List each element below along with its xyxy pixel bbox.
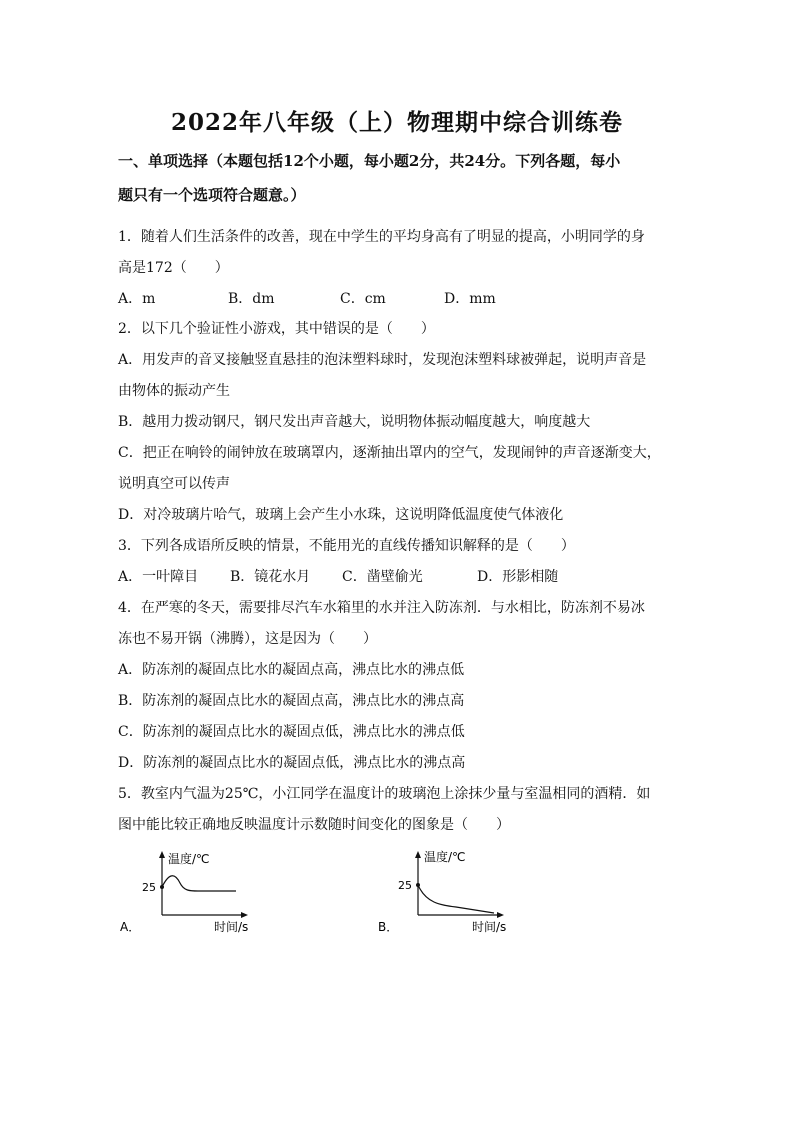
question-4-option-a: A．防冻剂的凝固点比水的凝固点高，沸点比水的沸点低 xyxy=(118,662,465,678)
option-b: B．镜花水月 xyxy=(230,569,311,585)
start-point xyxy=(416,883,420,887)
graph-a-svg xyxy=(118,845,258,940)
section-heading-line-2: 题只有一个选项符合题意。） xyxy=(118,186,306,204)
question-3-options xyxy=(118,566,558,586)
y-axis-arrow xyxy=(159,851,165,858)
question-1-line-2: 高是172（ ） xyxy=(118,260,229,276)
question-2-option-a-line-1: A．用发声的音叉接触竖直悬挂的泡沫塑料球时，发现泡沫塑料球被弹起，说明声音是 xyxy=(118,352,647,368)
question-5-line-2: 图中能比较正确地反映温度计示数随时间变化的图象是（ ） xyxy=(118,817,510,833)
option-c: C．cm xyxy=(340,291,386,307)
option-d: D．mm xyxy=(444,291,496,307)
graph-b-svg xyxy=(376,845,516,940)
question-2-line-1: 2．以下几个验证性小游戏，其中错误的是（ ） xyxy=(118,321,435,337)
x-axis-label: 时间/s xyxy=(472,920,507,934)
x-axis-label: 时间/s xyxy=(214,920,249,934)
start-point xyxy=(160,885,164,889)
y-axis-label: 温度/℃ xyxy=(168,852,210,866)
question-2-option-c-line-2: 说明真空可以传声 xyxy=(118,476,230,492)
option-b: B．dm xyxy=(228,291,275,307)
option-c: C．凿壁偷光 xyxy=(342,569,423,585)
x-axis-arrow xyxy=(497,912,504,918)
question-2-option-b: B．越用力拨动钢尺，钢尺发出声音越大，说明物体振动幅度越大，响度越大 xyxy=(118,414,591,430)
temperature-curve xyxy=(418,885,494,913)
option-a: A．m xyxy=(118,291,156,307)
question-1-line-1: 1．随着人们生活条件的改善，现在中学生的平均身高有了明显的提高，小明同学的身 xyxy=(118,229,645,245)
section-heading-line-1: 一、单项选择（本题包括12个小题，每小题2分，共24分。下列各题，每小 xyxy=(118,152,621,170)
question-2-option-a-line-2: 由物体的振动产生 xyxy=(118,383,230,399)
question-5-line-1: 5．教室内气温为25℃，小江同学在温度计的玻璃泡上涂抹少量与室温相同的酒精．如 xyxy=(118,786,651,802)
section-heading xyxy=(118,144,688,212)
y-axis-arrow xyxy=(415,851,421,858)
question-4-option-d: D．防冻剂的凝固点比水的凝固点低，沸点比水的沸点高 xyxy=(118,755,466,771)
option-a: A．一叶障目 xyxy=(118,569,199,585)
question-3-line-1: 3．下列各成语所反映的情景，不能用光的直线传播知识解释的是（ ） xyxy=(118,538,575,554)
y-tick-label: 25 xyxy=(398,879,412,892)
question-4-option-b: B．防冻剂的凝固点比水的凝固点高，沸点比水的沸点高 xyxy=(118,693,465,709)
question-4-line-2: 冻也不易开锅（沸腾），这是因为（ ） xyxy=(118,631,377,647)
x-axis-arrow xyxy=(241,912,248,918)
graph-b xyxy=(376,845,516,944)
option-label: B． xyxy=(378,920,399,934)
option-label: A． xyxy=(120,920,141,934)
question-2-option-c-line-1: C．把正在响铃的闹钟放在玻璃罩内，逐渐抽出罩内的空气，发现闹钟的声音逐渐变大， xyxy=(118,445,661,461)
page-title: 2022年八年级（上）物理期中综合训练卷 xyxy=(170,109,623,136)
y-tick-label: 25 xyxy=(142,881,156,894)
temperature-curve xyxy=(162,876,236,891)
question-1-options xyxy=(118,288,496,308)
question-4-line-1: 4．在严寒的冬天，需要排尽汽车水箱里的水并注入防冻剂．与水相比，防冻剂不易冰 xyxy=(118,600,645,616)
y-axis-label: 温度/℃ xyxy=(424,850,466,864)
option-d: D．形影相随 xyxy=(477,569,559,585)
graph-a xyxy=(118,845,258,944)
question-2-option-d: D．对冷玻璃片哈气，玻璃上会产生小水珠，这说明降低温度使气体液化 xyxy=(118,507,564,523)
question-4-option-c: C．防冻剂的凝固点比水的凝固点低，沸点比水的沸点低 xyxy=(118,724,465,740)
